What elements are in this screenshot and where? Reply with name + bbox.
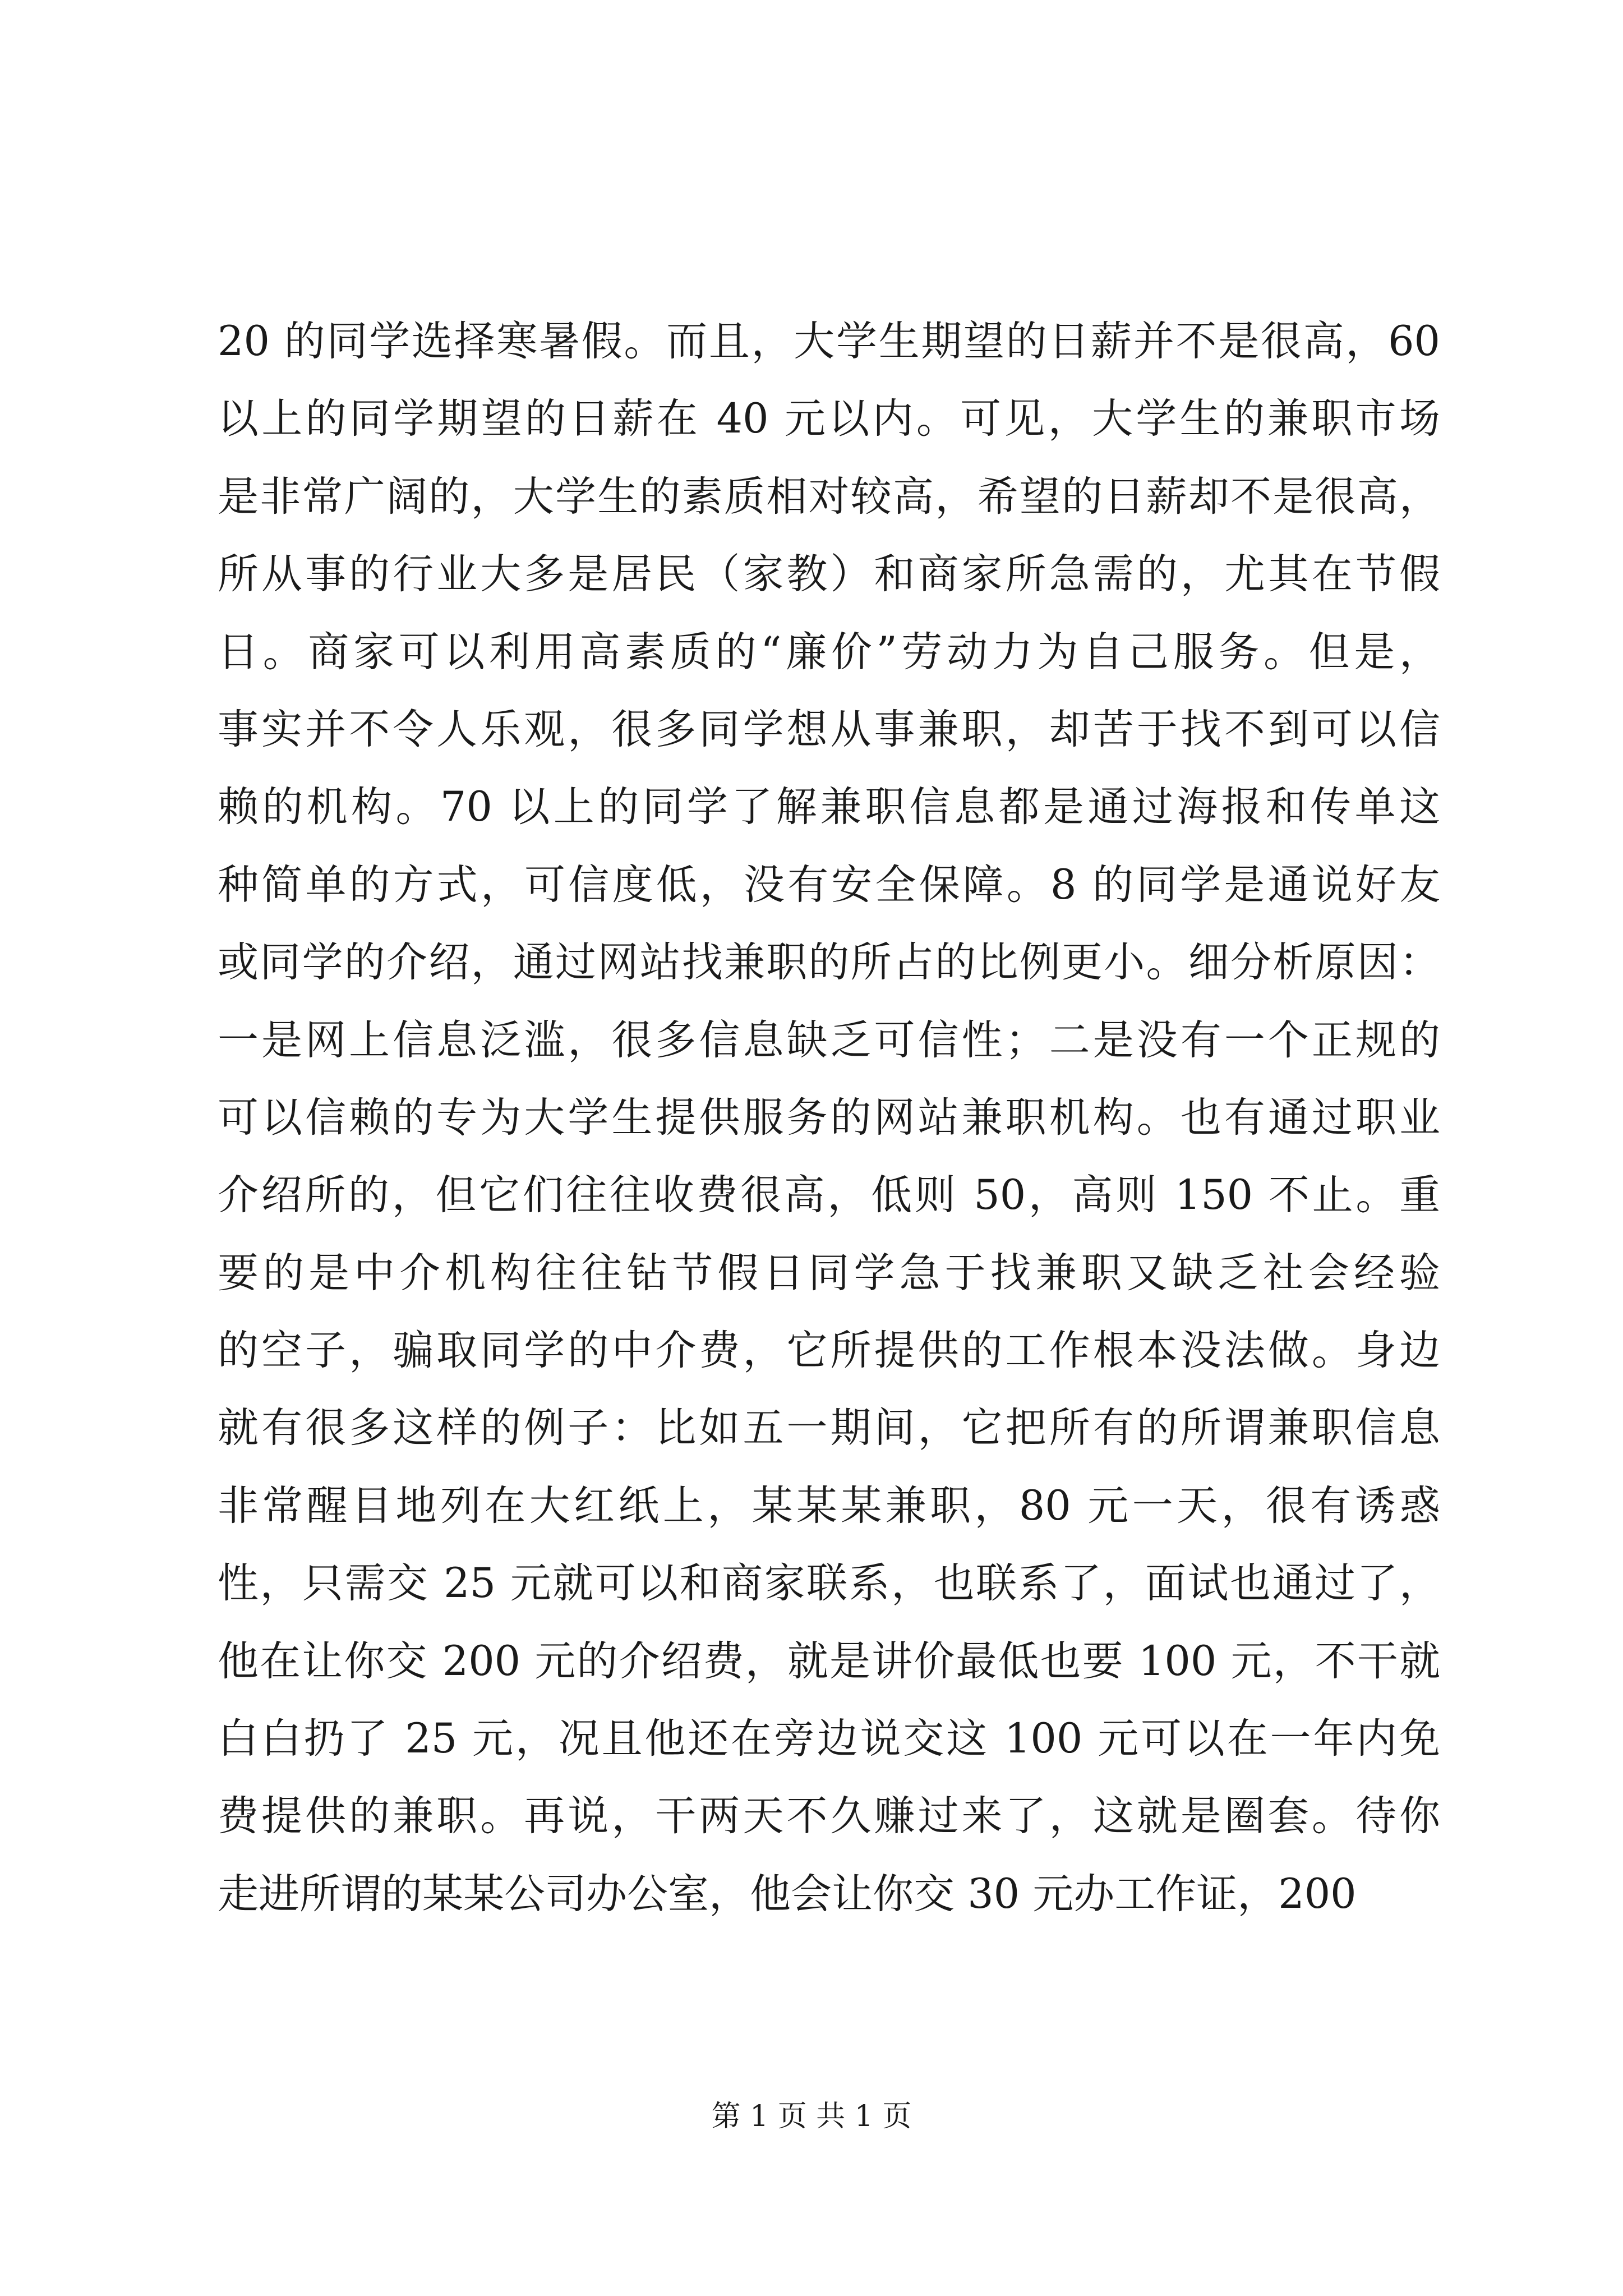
text-line: 日。商家可以利用高素质的“廉价”劳动力为自己服务。但是， [218, 628, 1440, 676]
text-line: 20 的同学选择寒暑假。而且，大学生期望的日薪并不是很高，60 [218, 318, 1440, 365]
text-line: 是非常广阔的，大学生的素质相对较高，希望的日薪却不是很高， [218, 472, 1440, 521]
page-footer: 第 1 页 共 1 页 [711, 2100, 912, 2133]
text-line: 走进所谓的某某公司办公室，他会让你交 30 元办工作证，200 [218, 1870, 1357, 1918]
text-line: 介绍所的，但它们往往收费很高，低则 50，高则 150 不止。重 [218, 1171, 1440, 1220]
text-line: 赖的机构。70 以上的同学了解兼职信息都是通过海报和传单这 [218, 783, 1440, 831]
text-line: 他在让你交 200 元的介绍费，就是讲价最低也要 100 元，不干就 [218, 1637, 1440, 1685]
text-line: 或同学的介绍，通过网站找兼职的所占的比例更小。细分析原因： [218, 938, 1440, 987]
text-line: 种简单的方式，可信度低，没有安全保障。8 的同学是通说好友 [218, 861, 1440, 909]
text-line: 就有很多这样的例子：比如五一期间，它把所有的所谓兼职信息 [218, 1404, 1440, 1452]
text-line: 要的是中介机构往往钻节假日同学急于找兼职又缺乏社会经验 [218, 1249, 1440, 1297]
text-line: 事实并不令人乐观，很多同学想从事兼职，却苦于找不到可以信 [218, 705, 1440, 753]
text-line: 一是网上信息泛滥，很多信息缺乏可信性；二是没有一个正规的 [218, 1016, 1440, 1064]
text-line: 性，只需交 25 元就可以和商家联系，也联系了，面试也通过了， [218, 1559, 1440, 1608]
text-line: 非常醒目地列在大红纸上，某某某兼职，80 元一天，很有诱惑 [218, 1481, 1440, 1530]
text-line: 费提供的兼职。再说，干两天不久赚过来了，这就是圈套。待你 [218, 1792, 1440, 1841]
text-line: 可以信赖的专为大学生提供服务的网站兼职机构。也有通过职业 [218, 1093, 1440, 1142]
text-line: 所从事的行业大多是居民（家教）和商家所急需的，尤其在节假 [218, 550, 1440, 599]
body-text [218, 303, 1440, 1933]
text-line: 白白扔了 25 元，况且他还在旁边说交这 100 元可以在一年内免 [218, 1715, 1440, 1763]
text-line: 以上的同学期望的日薪在 40 元以内。可见，大学生的兼职市场 [218, 395, 1440, 443]
text-line: 的空子，骗取同学的中介费，它所提供的工作根本没法做。身边 [218, 1327, 1440, 1375]
